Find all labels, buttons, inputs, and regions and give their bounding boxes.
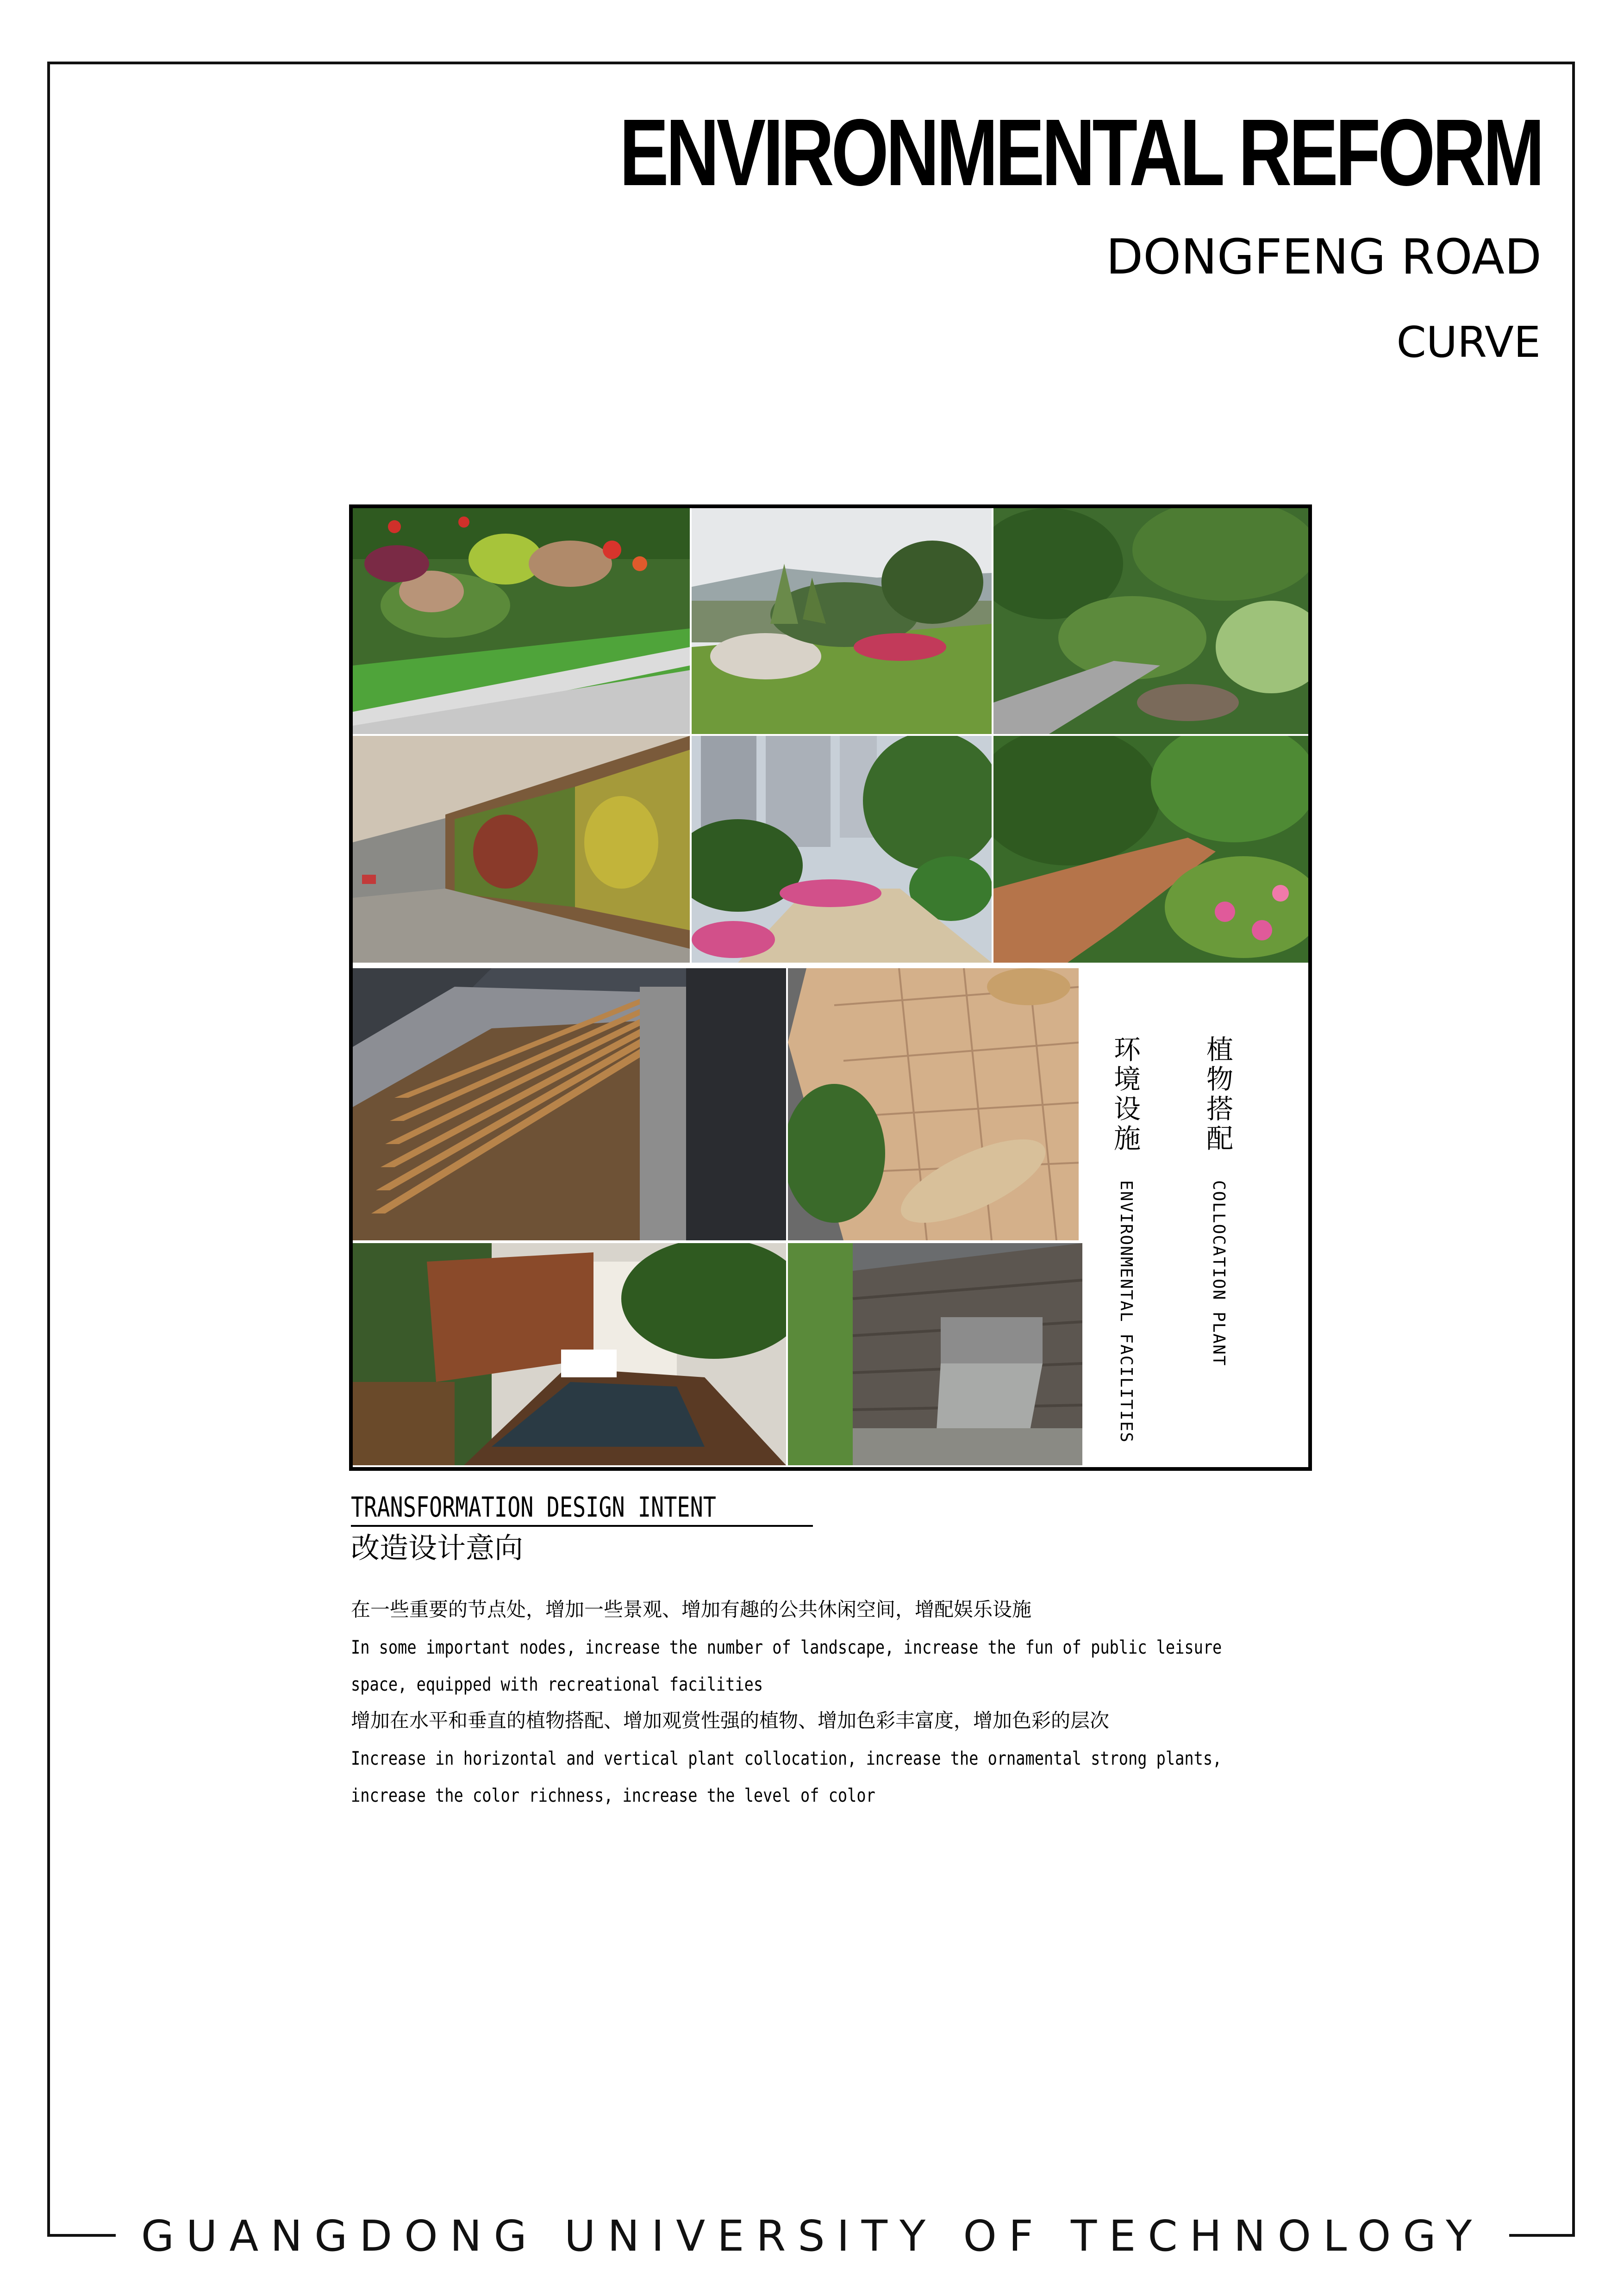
intent-paragraph: space, equipped with recreational facilities <box>351 1674 763 1695</box>
facilities-label-cn: 环境设施 <box>1109 1035 1141 1154</box>
intent-title-cn: 改造设计意向 <box>351 1531 524 1565</box>
intent-title-en: TRANSFORMATION DESIGN INTENT <box>351 1491 716 1524</box>
collage-label-panel <box>1079 968 1305 1465</box>
page-title: ENVIRONMENTAL REFORM <box>619 100 1542 205</box>
flower-bed-photo <box>353 508 690 734</box>
facilities-label-en: ENVIRONMENTAL FACILITIES <box>1117 1180 1136 1444</box>
green-wall-photo <box>353 736 690 963</box>
stone-paving-photo <box>788 968 1082 1240</box>
plant-label-cn: 植物搭配 <box>1202 1035 1233 1154</box>
page-subtitle: DONGFENG ROAD <box>1106 229 1542 285</box>
intent-underline <box>351 1525 813 1527</box>
residential-garden-photo <box>692 736 992 963</box>
wooden-bench-photo <box>353 968 786 1240</box>
water-wall-photo <box>788 1243 1082 1465</box>
intent-paragraph: 在一些重要的节点处，增加一些景观、增加有趣的公共休闲空间，增配娱乐设施 <box>351 1598 1032 1621</box>
intent-paragraph: Increase in horizontal and vertical plant collocation, increase the ornamental strong plants, <box>351 1748 1222 1769</box>
page-subtitle-secondary: CURVE <box>1396 317 1541 367</box>
footer-university: GUANGDONG UNIVERSITY OF TECHNOLOGY <box>141 2211 1484 2261</box>
intent-paragraph: increase the color richness, increase the level of color <box>351 1785 875 1806</box>
intent-paragraph: 增加在水平和垂直的植物搭配、增加观赏性强的植物、增加色彩丰富度，增加色彩的层次 <box>351 1709 1110 1732</box>
brick-path-photo <box>993 736 1308 963</box>
plant-label-en: COLLOCATION PLANT <box>1209 1180 1228 1367</box>
rock-garden-photo <box>692 508 992 734</box>
intent-paragraph: In some important nodes, increase the number of landscape, increase the fun of public leisure <box>351 1637 1222 1658</box>
courtyard-photo <box>353 1243 786 1465</box>
garden-path-photo <box>993 508 1308 734</box>
